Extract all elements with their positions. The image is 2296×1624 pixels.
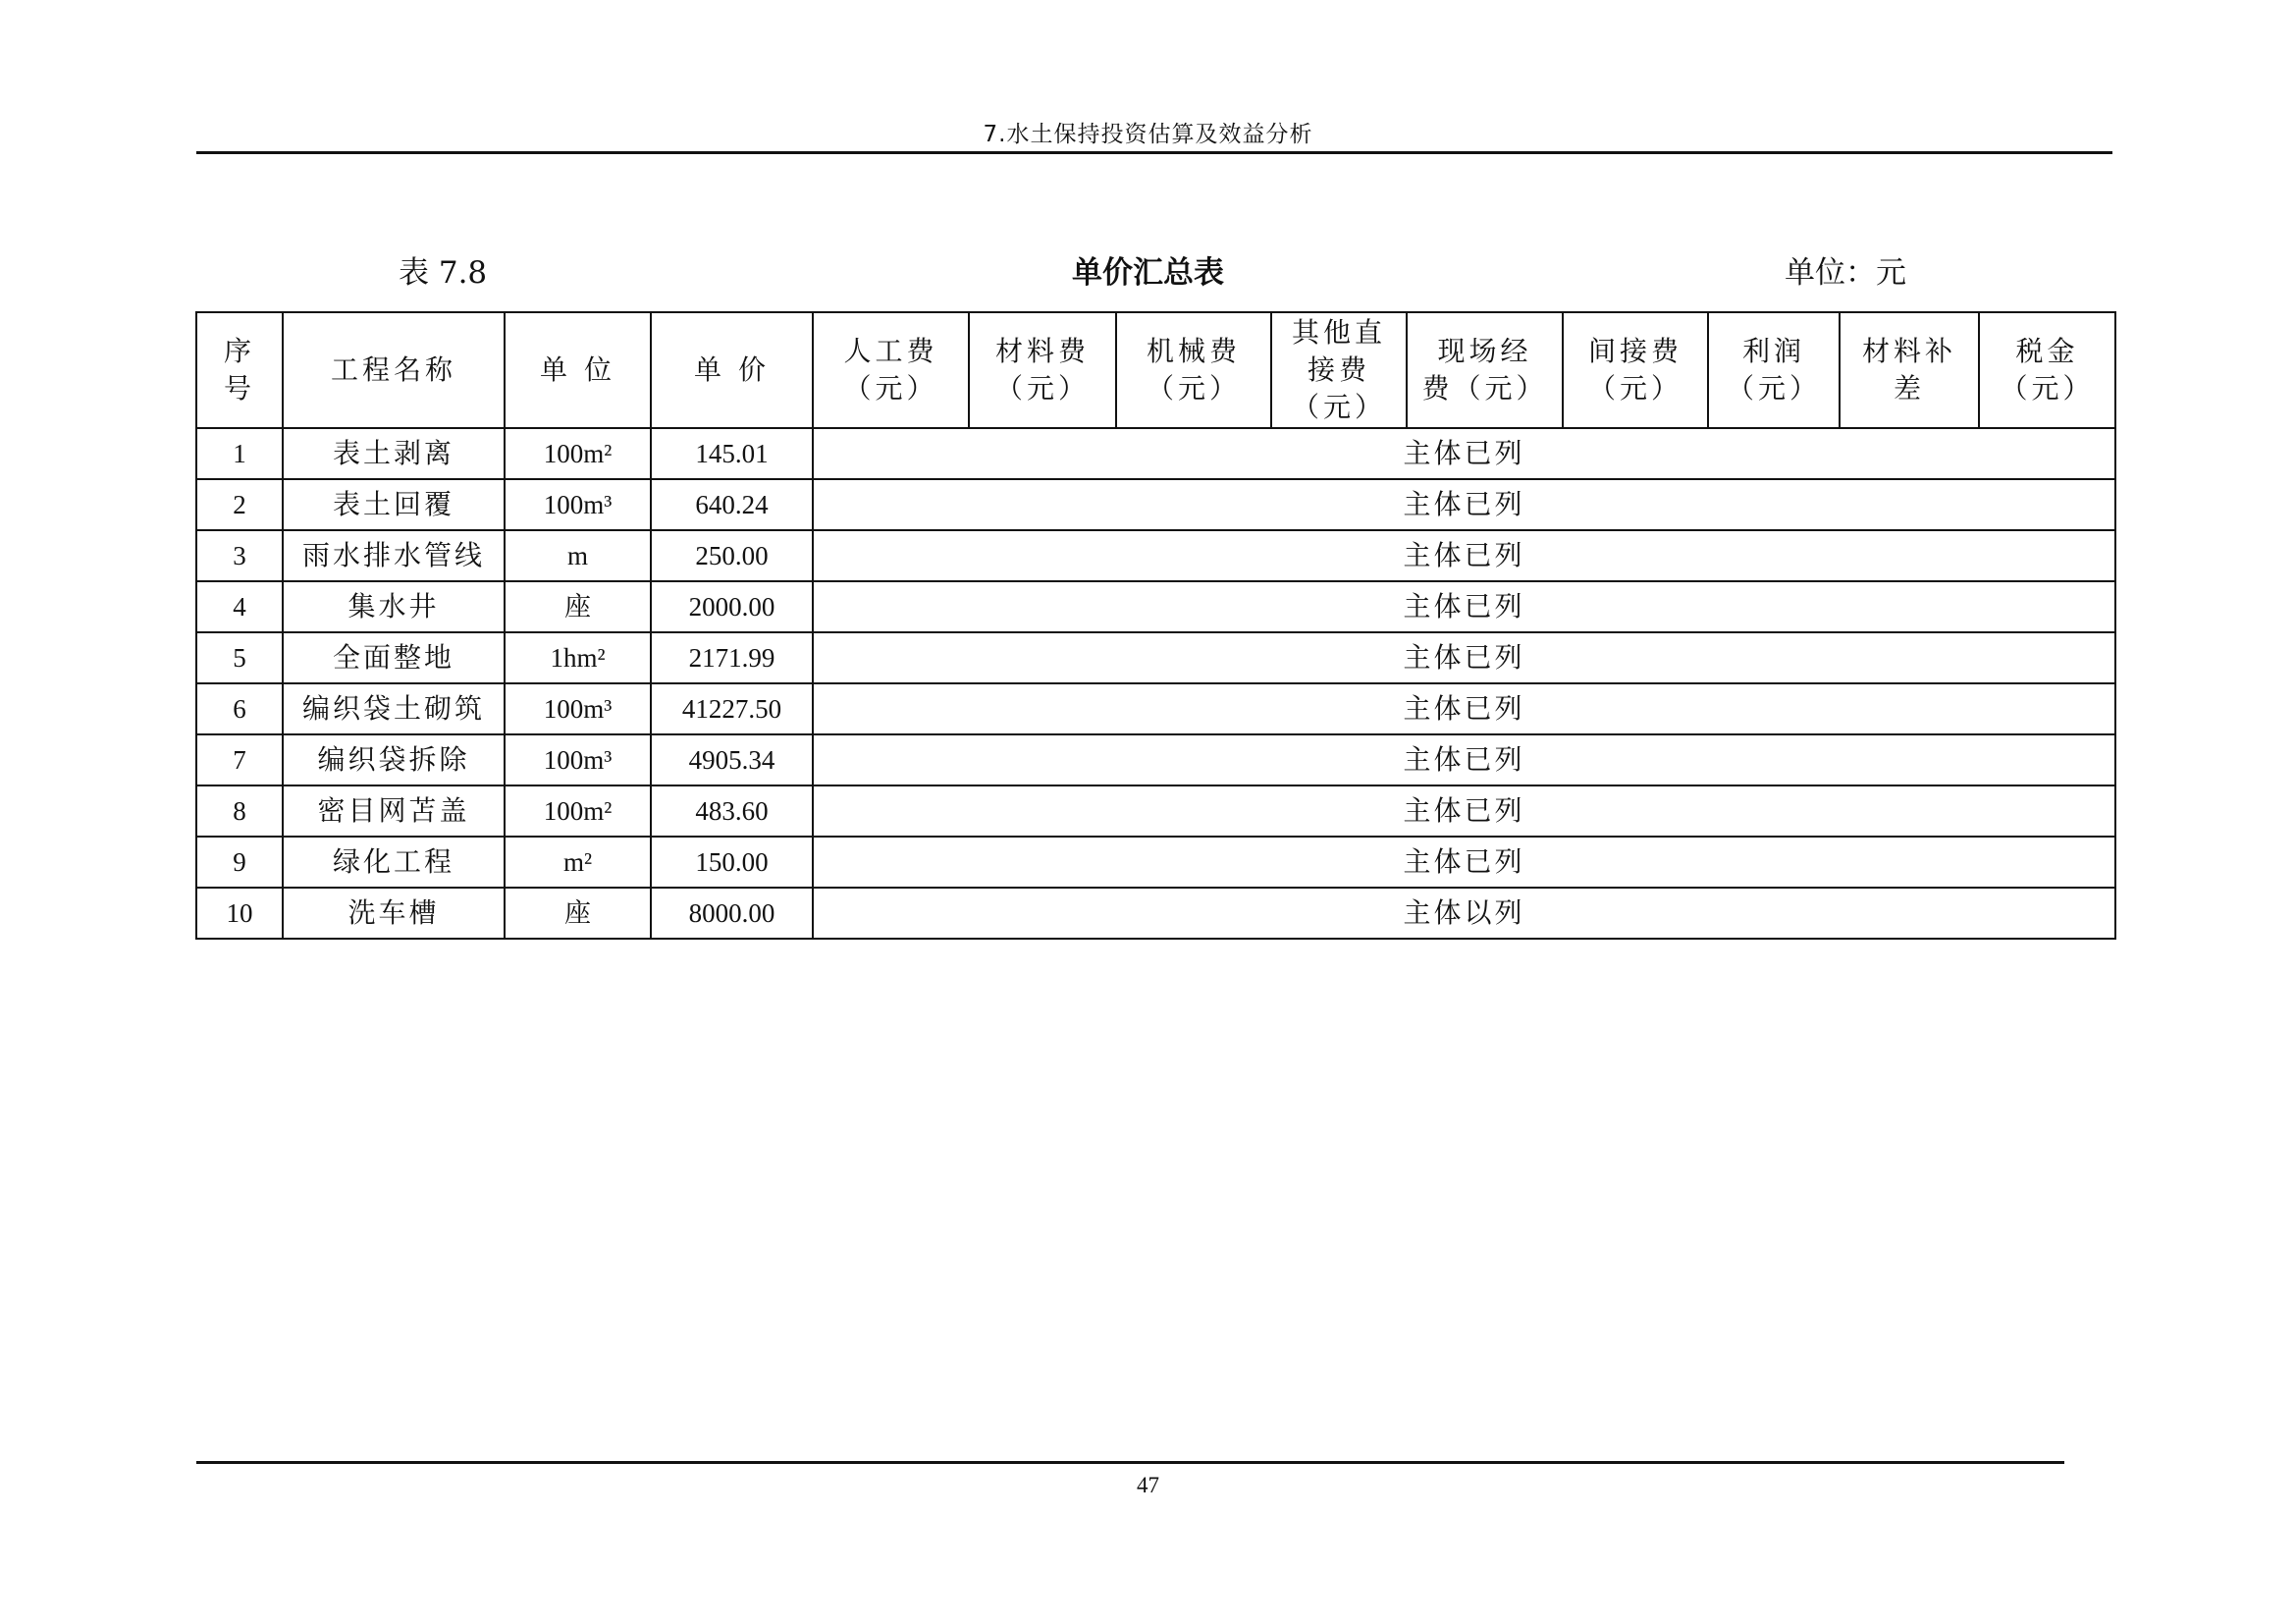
cell-name: 集水井 — [283, 581, 505, 632]
cell-unit: 1hm² — [505, 632, 651, 683]
cell-unit: 座 — [505, 888, 651, 939]
header-unit: 单 位 — [505, 312, 651, 428]
header-supplement-line1: 材料补 — [1861, 335, 1956, 367]
page-number: 47 — [1137, 1473, 1159, 1497]
cell-note: 主体已列 — [813, 530, 2115, 581]
header-supplement-line2: 差 — [1893, 372, 1925, 405]
cell-name: 编织袋拆除 — [283, 734, 505, 785]
cell-seq: 8 — [196, 785, 283, 837]
header-tax — [1979, 312, 2115, 428]
header-tax-line1: 税金 — [2015, 335, 2079, 367]
header-profit-line1: 利润 — [1741, 335, 1805, 367]
cell-price: 2000.00 — [651, 581, 813, 632]
header-machine — [1116, 312, 1271, 428]
cell-note: 主体已列 — [813, 428, 2115, 479]
cell-unit: 100m³ — [505, 479, 651, 530]
cell-seq: 2 — [196, 479, 283, 530]
table-row — [196, 428, 2115, 479]
cell-name: 编织袋土砌筑 — [283, 683, 505, 734]
cell-name: 密目网苫盖 — [283, 785, 505, 837]
table-header-row — [196, 312, 2115, 428]
table-row — [196, 837, 2115, 888]
cell-seq: 5 — [196, 632, 283, 683]
table-title: 单价汇总表 — [1072, 255, 1224, 291]
cell-unit: m — [505, 530, 651, 581]
unit-price-table — [195, 311, 2116, 940]
header-tax-line2: （元） — [2000, 372, 2095, 405]
header-name: 工程名称 — [283, 312, 505, 428]
table-row — [196, 683, 2115, 734]
cell-name: 雨水排水管线 — [283, 530, 505, 581]
cell-note: 主体已列 — [813, 581, 2115, 632]
cell-name: 全面整地 — [283, 632, 505, 683]
cell-note: 主体已列 — [813, 785, 2115, 837]
header-indirect-line1: 间接费 — [1587, 335, 1682, 367]
header-other-line2: 接费 — [1307, 353, 1370, 386]
table-unit: 单位：元 — [1785, 255, 1906, 291]
header-indirect — [1563, 312, 1708, 428]
header-seq-label: 序号 — [223, 335, 255, 405]
cell-note: 主体已列 — [813, 479, 2115, 530]
cell-seq: 4 — [196, 581, 283, 632]
header-price: 单 价 — [651, 312, 813, 428]
header-site-line2: 费（元） — [1421, 372, 1548, 405]
cell-unit: 100m² — [505, 428, 651, 479]
header-site-line1: 现场经 — [1437, 335, 1532, 367]
cell-unit: 100m³ — [505, 683, 651, 734]
header-material-line2: （元） — [994, 372, 1090, 405]
header-labor-line1: 人工费 — [843, 335, 938, 367]
running-header: 7.水土保持投资估算及效益分析 — [983, 122, 1313, 147]
cell-price: 4905.34 — [651, 734, 813, 785]
cell-unit: m² — [505, 837, 651, 888]
header-site — [1407, 312, 1563, 428]
cell-note: 主体已列 — [813, 683, 2115, 734]
header-other-line3: （元） — [1291, 391, 1386, 423]
cell-name: 表土回覆 — [283, 479, 505, 530]
header-profit-line2: （元） — [1726, 372, 1821, 405]
header-supplement — [1840, 312, 1979, 428]
header-labor — [813, 312, 969, 428]
table-row — [196, 479, 2115, 530]
cell-seq: 10 — [196, 888, 283, 939]
table-row — [196, 888, 2115, 939]
footer-rule — [196, 1461, 2064, 1464]
header-seq — [196, 312, 283, 428]
header-machine-line2: （元） — [1146, 372, 1241, 405]
cell-name: 洗车槽 — [283, 888, 505, 939]
cell-seq: 1 — [196, 428, 283, 479]
table-row — [196, 530, 2115, 581]
header-rule — [196, 151, 2112, 154]
cell-unit: 100m² — [505, 785, 651, 837]
cell-note: 主体已列 — [813, 734, 2115, 785]
cell-seq: 9 — [196, 837, 283, 888]
cell-price: 145.01 — [651, 428, 813, 479]
cell-price: 250.00 — [651, 530, 813, 581]
cell-note: 主体以列 — [813, 888, 2115, 939]
cell-name: 表土剥离 — [283, 428, 505, 479]
cell-seq: 7 — [196, 734, 283, 785]
cell-note: 主体已列 — [813, 837, 2115, 888]
header-other-line1: 其他直 — [1291, 316, 1386, 349]
cell-unit: 100m³ — [505, 734, 651, 785]
cell-seq: 3 — [196, 530, 283, 581]
cell-note: 主体已列 — [813, 632, 2115, 683]
cell-price: 483.60 — [651, 785, 813, 837]
table-row — [196, 785, 2115, 837]
header-other-direct — [1271, 312, 1407, 428]
header-profit — [1708, 312, 1840, 428]
header-indirect-line2: （元） — [1587, 372, 1682, 405]
header-material — [969, 312, 1116, 428]
cell-price: 640.24 — [651, 479, 813, 530]
table-row — [196, 734, 2115, 785]
cell-price: 2171.99 — [651, 632, 813, 683]
cell-unit: 座 — [505, 581, 651, 632]
table-row — [196, 632, 2115, 683]
cell-name: 绿化工程 — [283, 837, 505, 888]
cell-seq: 6 — [196, 683, 283, 734]
cell-price: 8000.00 — [651, 888, 813, 939]
table-row — [196, 581, 2115, 632]
cell-price: 41227.50 — [651, 683, 813, 734]
header-machine-line1: 机械费 — [1146, 335, 1241, 367]
table-number: 表 7.8 — [399, 255, 488, 291]
header-labor-line2: （元） — [843, 372, 938, 405]
cell-price: 150.00 — [651, 837, 813, 888]
header-material-line1: 材料费 — [994, 335, 1090, 367]
